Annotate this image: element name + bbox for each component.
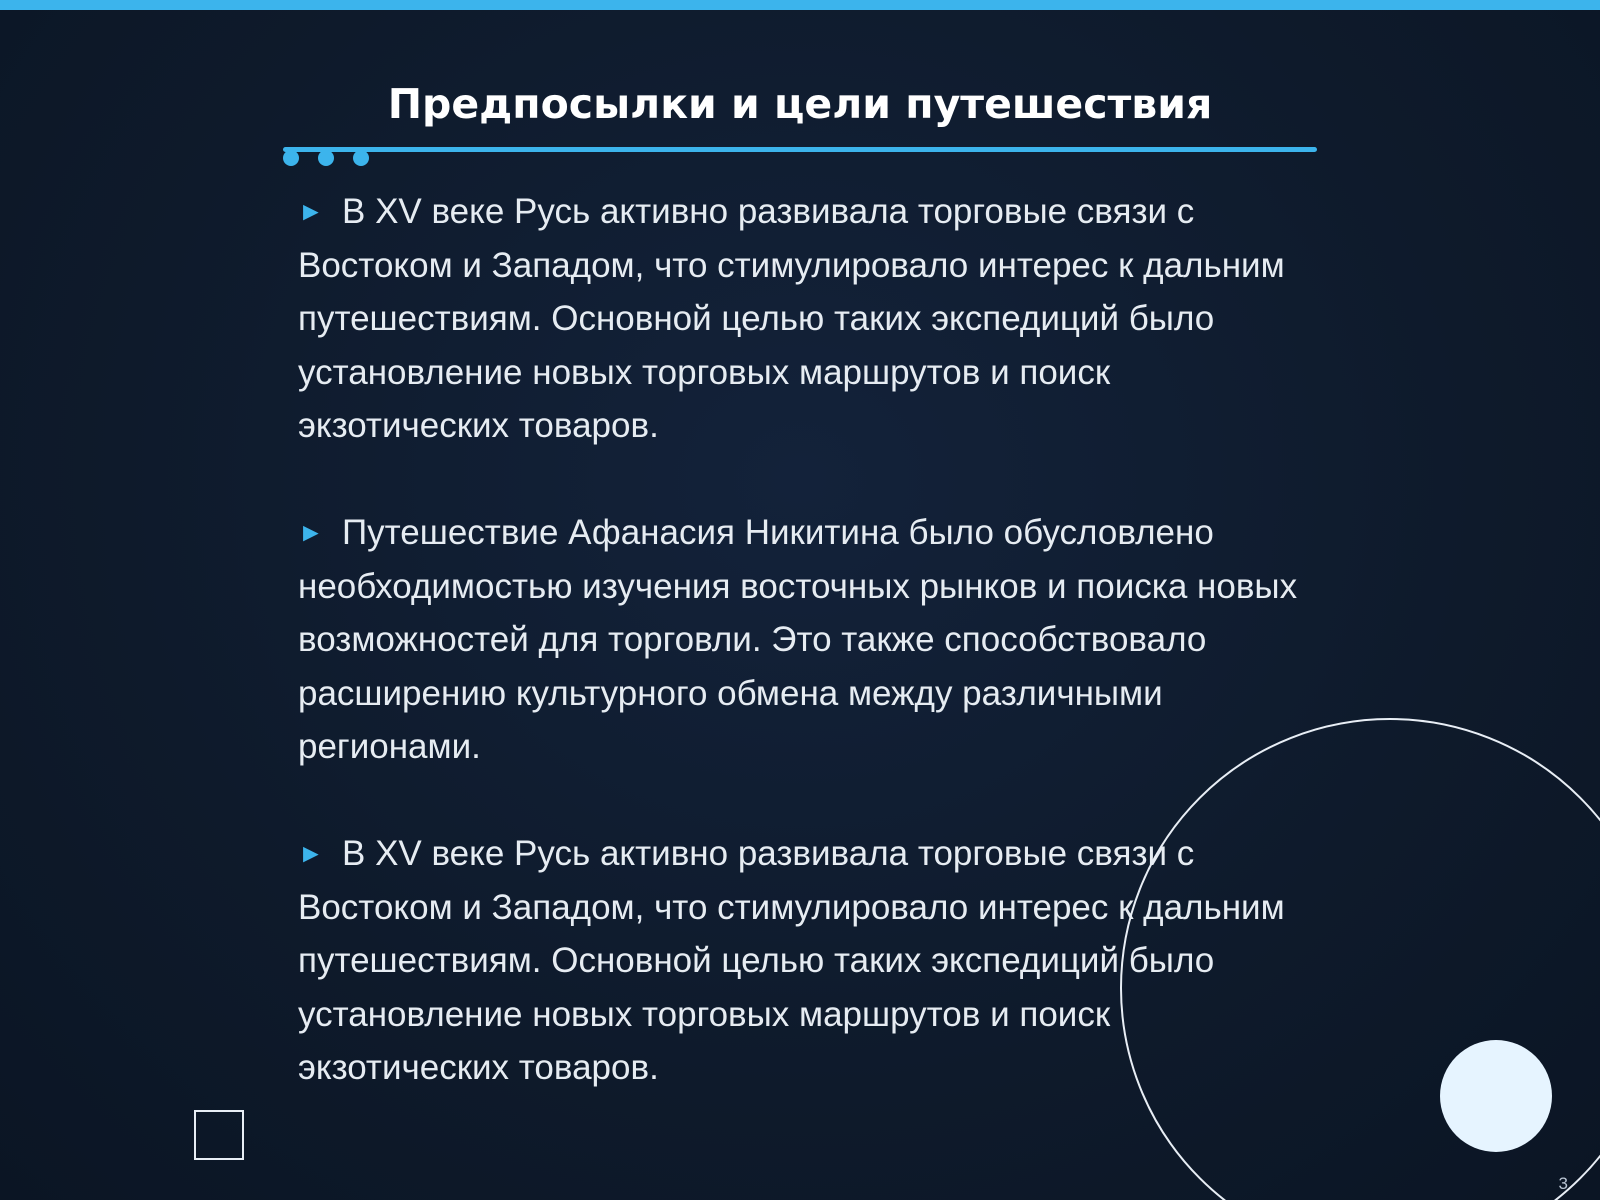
slide-number: 3 — [1558, 1174, 1568, 1193]
paragraph-text: В XV веке Русь активно развивала торговые связи с Востоком и Западом, что стимулировало интерес к дальним путешествиям. Основной целью таких экспедиций было установление новых торговых маршрутов и поиск экзотических товаров. — [298, 192, 1285, 445]
bullet-paragraph-2 — [298, 506, 1308, 774]
slide-body — [298, 185, 1308, 1095]
accent-dot — [353, 150, 369, 166]
bullet-arrow-icon: ► — [298, 838, 324, 868]
bullet-arrow-icon: ► — [298, 517, 324, 547]
paragraph-text: В XV веке Русь активно развивала торговые связи с Востоком и Западом, что стимулировало интерес к дальним путешествиям. Основной целью таких экспедиций было установление новых торговых маршрутов и поиск экзотических товаров. — [298, 834, 1285, 1087]
decorative-square-outline — [194, 1110, 244, 1160]
paragraph-text: Путешествие Афанасия Никитина было обусловлено необходимостью изучения восточных рынков и поиска новых возможностей для торговли. Это также способствовало расширению культурного обмена между различными регионами. — [298, 513, 1298, 766]
accent-dot — [318, 150, 334, 166]
slide-title: Предпосылки и цели путешествия — [387, 80, 1213, 128]
title-underline — [283, 147, 1317, 152]
top-accent-bar — [0, 0, 1600, 10]
decorative-circle-filled — [1440, 1040, 1552, 1152]
bullet-arrow-icon: ► — [298, 196, 324, 226]
bullet-paragraph-1 — [298, 185, 1308, 453]
bullet-paragraph-3 — [298, 827, 1308, 1095]
accent-dot — [283, 150, 299, 166]
